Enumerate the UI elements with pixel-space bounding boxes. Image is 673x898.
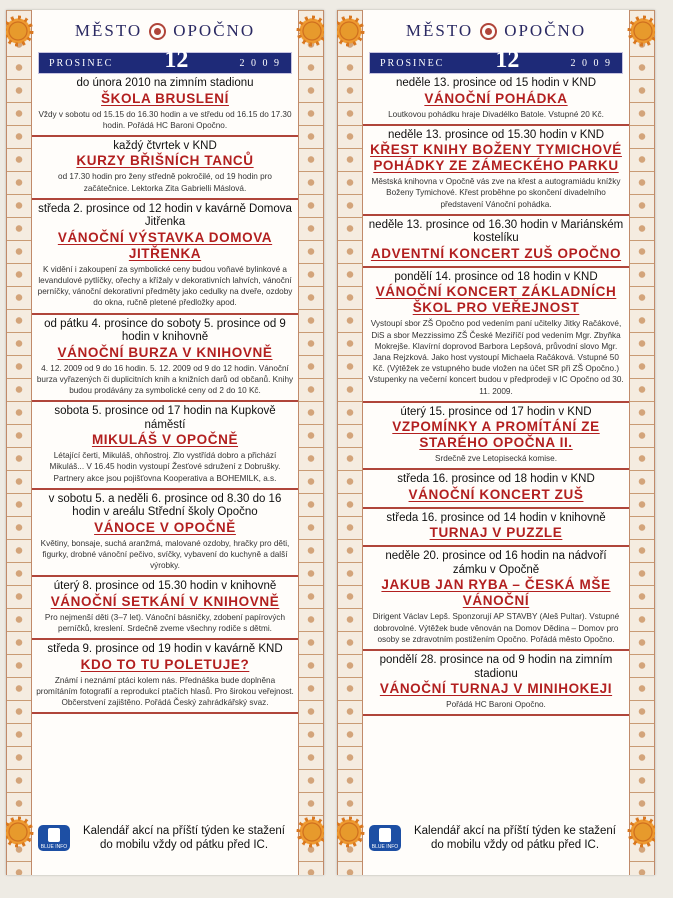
event-item (32, 577, 298, 640)
event-when: pondělí 14. prosince od 18 hodin v KND (394, 270, 598, 283)
event-list (363, 74, 629, 716)
blue-info-icon (38, 825, 70, 851)
month-label: PROSINEC (49, 57, 114, 69)
event-when: středa 16. prosince od 18 hodin v KND (397, 473, 595, 486)
ornament-border-left (6, 10, 32, 875)
month-band (38, 46, 292, 74)
event-title: VÁNOČNÍ BURZA V KNIHOVNĚ (57, 344, 273, 360)
event-when: neděle 13. prosince od 15.30 hodin v KND (387, 128, 605, 141)
event-list (32, 74, 298, 714)
event-when: neděle 13. prosince od 16.30 hodin v Mariánském kostelíku (368, 218, 624, 245)
event-item (363, 403, 629, 471)
event-item (32, 200, 298, 315)
event-item (32, 402, 298, 490)
event-item (32, 315, 298, 403)
event-title: VÁNOČNÍ KONCERT ZÁKLADNÍCH ŠKOL PRO VEŘEJNOST (375, 284, 617, 316)
event-title: ŠKOLA BRUSLENÍ (101, 90, 229, 106)
event-desc: Dirigent Václav Lepš. Sponzorují AP STAVBY (Aleš Pultar). Vstupné dobrovolné. Výtěžek bude věnován na Domov Dědina – Domov pro osoby se zdravotním postižením Opočno. Pořádá město Opočno. (372, 612, 620, 644)
sun-icon (297, 817, 324, 847)
event-when: sobota 5. prosince od 17 hodin na Kupkově náměstí (54, 405, 276, 431)
event-when: do února 2010 na zimním stadionu (76, 77, 254, 89)
event-title: VÁNOČNÍ POHÁDKA (424, 90, 568, 106)
poster-left (6, 10, 324, 875)
month-band (369, 46, 623, 74)
event-title: VÁNOCE V OPOČNĚ (94, 519, 236, 535)
event-when: úterý 15. prosince od 17 hodin v KND (400, 405, 592, 418)
event-title: VÁNOČNÍ TURNAJ V MINIHOKEJI (379, 681, 613, 697)
month-label: PROSINEC (380, 57, 445, 69)
event-desc: Květiny, bonsaje, suchá aranžmá, malované ozdoby, hračky pro děti, figurky, drobné vánoční pečivo, svíčky, vybavení do kuchyně a další výrobky. (40, 538, 290, 571)
blue-info-icon (369, 825, 401, 851)
header-title-right: OPOČNO (504, 21, 587, 40)
town-emblem-icon (149, 23, 166, 40)
event-when: středa 2. prosince od 12 hodin v kavárně Domova Jitřenka (38, 202, 292, 229)
event-item (363, 74, 629, 126)
event-item (363, 268, 629, 403)
event-desc: Létající čerti, Mikuláš, ohňostroj. Zlo vystřídá dobro a přichází Mikuláš... V 16.45 hodin vystoupí Žesťové sdružení z Dobrušky. Partnery akce jsou pojišťovna Kooperativa a BOHEMILK, a.s. (49, 451, 281, 483)
event-desc: od 17.30 hodin pro ženy středně pokročilé, od 19 hodin pro začátečnice. Lektorka Zita Gabrielli Máslová. (58, 172, 272, 193)
ornament-border-right (298, 10, 324, 875)
sun-icon (6, 817, 33, 847)
sun-icon (297, 16, 324, 46)
event-item (363, 651, 629, 716)
header-title-right: OPOČNO (173, 21, 256, 40)
event-title: TURNAJ V PUZZLE (429, 525, 563, 541)
event-title: ADVENTNÍ KONCERT ZUŠ OPOČNO (370, 245, 622, 261)
town-emblem-icon (480, 23, 497, 40)
ornament-border-right (629, 10, 655, 875)
event-title: VÁNOČNÍ KONCERT ZUŠ (408, 486, 584, 502)
event-title: VZPOMÍNKY A PROMÍTÁNÍ ZE STARÉHO OPOČNA II. (392, 419, 600, 451)
ornament-border-left (337, 10, 363, 875)
event-desc: Vždy v sobotu od 15.15 do 16.30 hodin a ve středu od 16.15 do 17.30 hodin. Pořádá HC Baroni Opočno. (38, 109, 292, 130)
event-item (32, 137, 298, 200)
event-item (32, 640, 298, 714)
event-title: KŘEST KNIHY BOŽENY TYMICHOVÉ POHÁDKY ZE ZÁMECKÉHO PARKU (370, 142, 622, 174)
footer-text: Kalendář akcí na příští týden ke stažení do mobilu vždy od pátku před IC. (413, 825, 616, 851)
sun-icon (6, 16, 33, 46)
event-item (32, 74, 298, 137)
month-number: 12 (495, 46, 520, 73)
event-when: neděle 20. prosince od 16 hodin na nádvoří zámku v Opočně (385, 550, 607, 576)
header-title-left: MĚSTO (405, 21, 474, 40)
event-title: MIKULÁŠ V OPOČNĚ (91, 432, 239, 448)
event-when: v sobotu 5. a neděli 6. prosince od 8.30 do 16 hodin v areálu Střední školy Opočno (48, 492, 282, 519)
event-title: VÁNOČNÍ SETKÁNÍ V KNIHOVNĚ (50, 593, 280, 609)
year-label: 2 0 0 9 (570, 57, 612, 69)
header-title-left: MĚSTO (74, 21, 143, 40)
event-when: středa 16. prosince od 14 hodin v knihovně (386, 511, 606, 524)
event-when: od pátku 4. prosince do soboty 5. prosince od 9 hodin v knihovně (44, 317, 286, 344)
sun-icon (337, 817, 364, 847)
event-when: každý čtvrtek v KND (113, 139, 217, 152)
event-item (363, 509, 629, 548)
sun-icon (628, 817, 655, 847)
event-title: VÁNOČNÍ VÝSTAVKA DOMOVA JITŘENKA (57, 229, 273, 261)
event-title: KURZY BŘIŠNÍCH TANCŮ (76, 153, 254, 169)
event-item (363, 126, 629, 216)
event-desc: Srdečně zve Letopisecká komise. (435, 454, 557, 464)
month-number: 12 (164, 46, 189, 73)
event-when: pondělí 28. prosince na od 9 hodin na zimním stadionu (379, 654, 613, 680)
event-desc: 4. 12. 2009 od 9 do 16 hodin. 5. 12. 2009 od 9 do 12 hodin. Vánoční burza vyřazených či duplicitních knih a knižních darů od občanů. Knihy budou prodávány za symbolické ceny od 2 do 10 Kč. (36, 363, 294, 396)
event-desc: Loutkovou pohádku hraje Divadélko Batole. Vstupné 20 Kč. (388, 109, 604, 119)
event-when: úterý 8. prosince od 15.30 hodin v knihovně (53, 580, 277, 593)
sun-icon (628, 16, 655, 46)
event-desc: K vidění i zakoupení za symbolické ceny budou voňavé bylinkové a levandulové pytlíčky, ořechy a křížaly v dekorativních lahvích, vánoční perníčky, vánoční dekorativní předměty jako cedulky na dveře, ozdoby do okna, ručně pletené předložky apod. (37, 264, 293, 308)
event-desc: Pořádá HC Baroni Opočno. (446, 700, 546, 710)
event-desc: Pro nejmenší děti (3–7 let). Vánoční básničky, zdobení papírových perníčků, kreslení. Srdečně zveme všechny rodiče s dětmi. (44, 612, 286, 634)
event-desc: Městská knihovna v Opočně vás zve na křest a autogramiádu knížky Boženy Tymichové. Křest proběhne po skončení divadelního představení Vánoční pohádka. (371, 177, 621, 209)
event-item (363, 547, 629, 651)
footer (38, 824, 292, 852)
year-label: 2 0 0 9 (239, 57, 281, 69)
event-title: JAKUB JAN RYBA – ČESKÁ MŠE VÁNOČNÍ (381, 577, 611, 609)
event-when: neděle 13. prosince od 15 hodin v KND (395, 77, 597, 89)
footer (369, 824, 623, 852)
poster-right (337, 10, 655, 875)
event-desc: Vystoupí sbor ZŠ Opočno pod vedením paní učitelky Jitky Račákové, DiS a sbor Mezzissimo ZŠ České Meziříčí pod vedením Mgr. Zbyňka Mokrejše. Klavírní doprovod Barbora Lepšová, průvodní slovo Mgr. Jana Rejzková. Jako host vystoupí Michaela Račáková. Vstupné 50 Kč. (Výtěžek ze vstupného bude vložen na účet SR při ZŠ Opočno.) Vstupenky na večerní koncert budou v předprodeji v IC Opočno od 30. 11. 2009. (368, 319, 624, 396)
sun-icon (337, 16, 364, 46)
event-title: KDO TO TU POLETUJE? (80, 656, 250, 672)
footer-text: Kalendář akcí na příští týden ke stažení do mobilu vždy od pátku před IC. (82, 825, 285, 851)
event-item (32, 490, 298, 578)
event-item (363, 470, 629, 509)
blue-info-label: BLUE INFO (371, 844, 399, 850)
event-desc: Známí i neznámí ptáci kolem nás. Přednáška bude doplněna promítáním fotografií a reprodukcí ptačích hlasů. Pro širokou veřejnost. Občerstvení zajištěno. Pořádá Český zahrádkářský svaz. (36, 675, 294, 708)
event-when: středa 9. prosince od 19 hodin v kavárně KND (47, 643, 283, 656)
blue-info-label: BLUE INFO (40, 844, 68, 850)
event-item (363, 216, 629, 268)
